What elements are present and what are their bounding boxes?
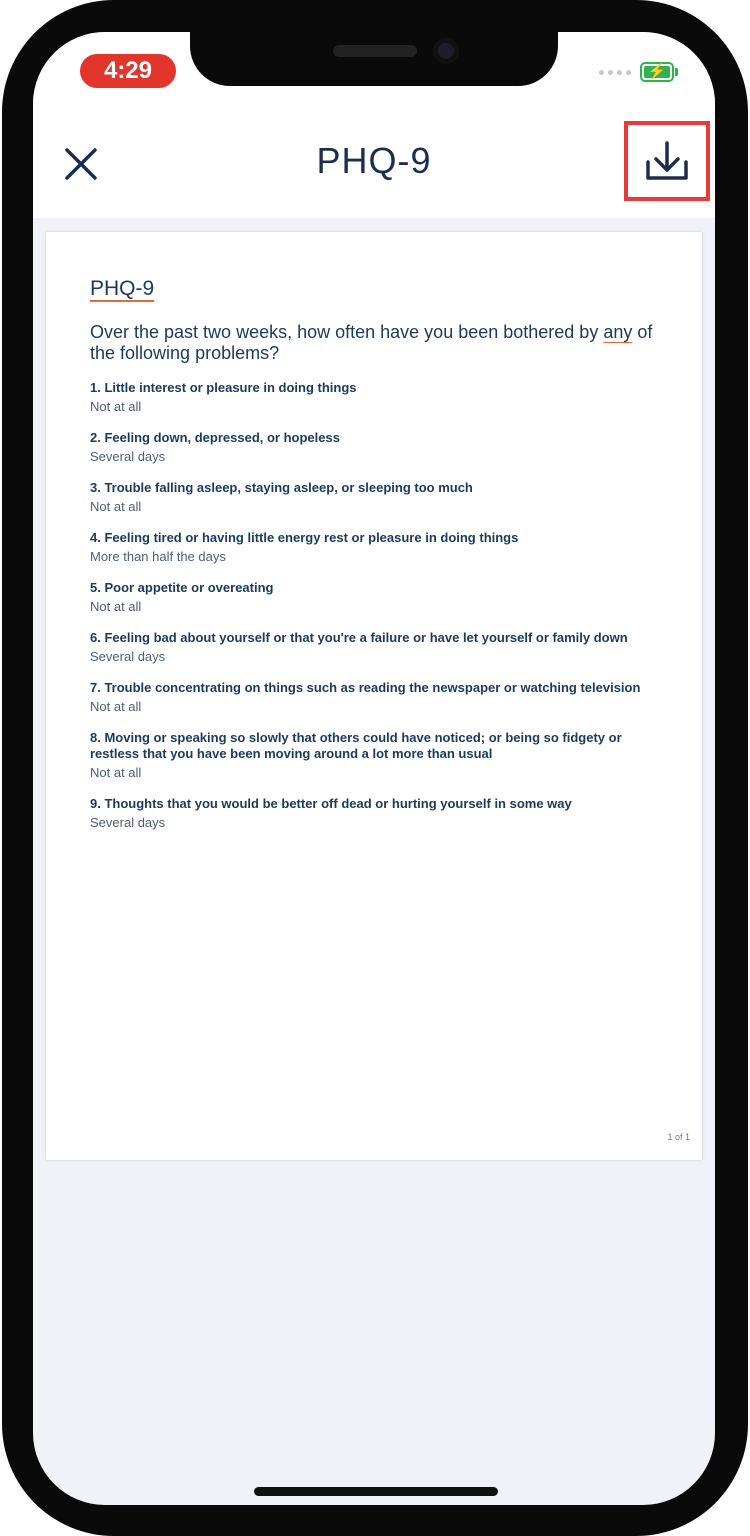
question-item — [90, 530, 658, 566]
download-button[interactable] — [624, 121, 710, 201]
question-text: 9. Thoughts that you would be better off dead or hurting yourself in some way — [90, 796, 572, 811]
question-item — [90, 580, 658, 616]
front-camera — [433, 38, 459, 64]
question-text: 4. Feeling tired or having little energy rest or pleasure in doing things — [90, 530, 519, 545]
camera-notch — [190, 32, 558, 86]
question-text: 6. Feeling bad about yourself or that you're a failure or have let yourself or family down — [90, 630, 628, 645]
document-title: PHQ-9 — [90, 277, 155, 300]
question-item — [90, 796, 658, 832]
question-text: 1. Little interest or pleasure in doing things — [90, 380, 357, 395]
question-text: 5. Poor appetite or overeating — [90, 580, 274, 595]
screen — [33, 32, 715, 1505]
intro-underlined-word: any — [603, 322, 633, 342]
download-icon — [644, 138, 690, 184]
question-item — [90, 630, 658, 666]
question-answer: Not at all — [90, 499, 142, 514]
question-text: 2. Feeling down, depressed, or hopeless — [90, 430, 340, 445]
question-text: 7. Trouble concentrating on things such as reading the newspaper or watching television — [90, 680, 641, 695]
question-answer: Several days — [90, 815, 166, 830]
question-answer: Not at all — [90, 765, 142, 780]
status-time: 4:29 — [80, 54, 176, 88]
battery-charging-icon: ⚡ — [640, 62, 674, 82]
question-answer: Not at all — [90, 399, 142, 414]
question-answer: More than half the days — [90, 549, 226, 564]
document-intro: Over the past two weeks, how often have you been bothered by any of the following problems? — [90, 322, 653, 363]
page-title: PHQ-9 — [316, 140, 432, 181]
pdf-page[interactable] — [46, 232, 702, 1160]
page-indicator: 1 of 1 — [667, 1132, 690, 1142]
question-item — [90, 430, 658, 466]
question-item — [90, 730, 658, 782]
question-text: 3. Trouble falling asleep, staying asleep, or sleeping too much — [90, 480, 473, 495]
question-answer: Several days — [90, 649, 166, 664]
question-item — [90, 680, 658, 716]
question-item — [90, 380, 658, 416]
question-item — [90, 480, 658, 516]
signal-dots-icon — [599, 70, 631, 75]
question-list — [90, 380, 658, 832]
question-answer: Not at all — [90, 599, 142, 614]
speaker-grille — [333, 45, 417, 57]
question-answer: Several days — [90, 449, 166, 464]
battery-tip — [675, 68, 678, 76]
home-indicator[interactable] — [254, 1487, 498, 1496]
question-answer: Not at all — [90, 699, 142, 714]
question-text: 8. Moving or speaking so slowly that others could have noticed; or being so fidgety or restless that you have been moving around a lot more than usual — [90, 730, 622, 761]
